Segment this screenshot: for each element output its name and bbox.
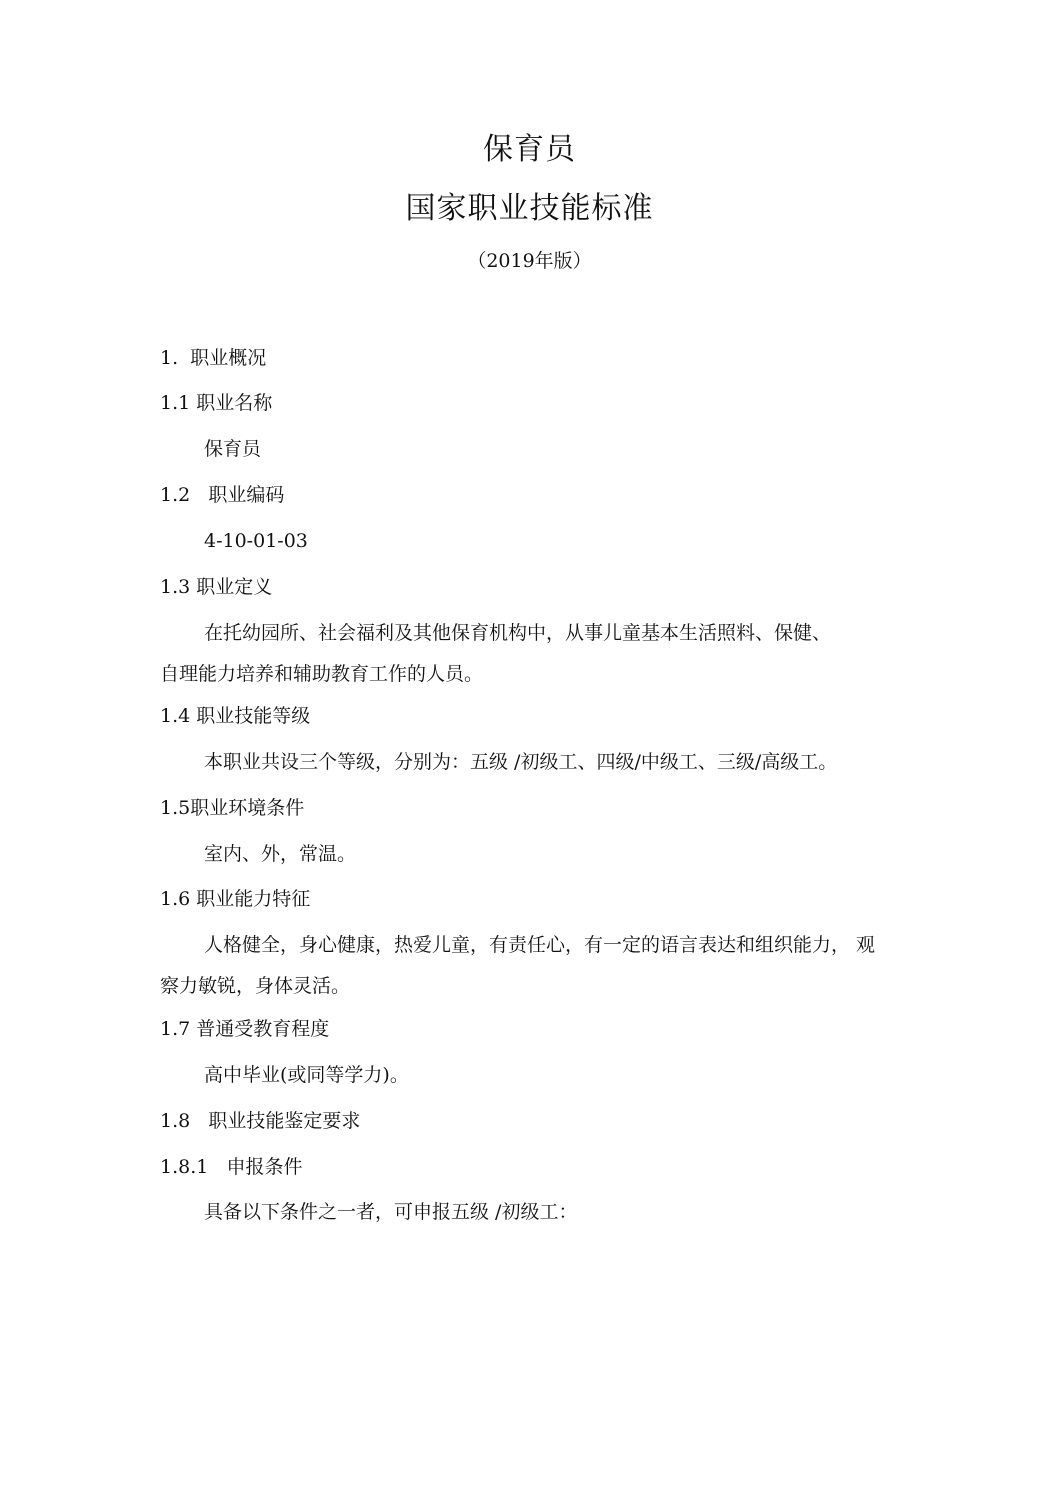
section-number: 1.7 bbox=[160, 1018, 191, 1040]
section-1-3-body-line1: 在托幼园所、社会福利及其他保育机构中，从事儿童基本生活照料、保健、 bbox=[204, 622, 832, 644]
section-1-6-body-line1: 人格健全，身心健康，热爱儿童，有责任心，有一定的语言表达和组织能力， 观 bbox=[204, 934, 876, 956]
section-1-1-body: 保育员 bbox=[204, 438, 262, 460]
section-1-2-heading bbox=[160, 481, 284, 509]
section-1-8-1-heading bbox=[160, 1153, 303, 1181]
section-title: 职业环境条件 bbox=[190, 797, 305, 819]
section-1-5-heading bbox=[160, 794, 304, 822]
section-1-5-body: 室内、外，常温。 bbox=[204, 843, 357, 865]
section-1-7-body: 高中毕业(或同等学力)。 bbox=[204, 1064, 409, 1086]
section-title: 职业能力特征 bbox=[196, 888, 311, 910]
section-title: 职业技能等级 bbox=[196, 705, 311, 727]
section-title: 职业名称 bbox=[196, 392, 273, 414]
section-1-heading bbox=[160, 344, 266, 372]
section-number: 1.4 bbox=[160, 705, 191, 727]
section-number: 1.6 bbox=[160, 888, 191, 910]
section-1-1-heading bbox=[160, 389, 272, 417]
section-title: 职业概况 bbox=[190, 347, 267, 369]
section-number: 1. bbox=[160, 347, 179, 369]
section-title: 职业编码 bbox=[208, 484, 285, 506]
document-title: 保育员 bbox=[483, 132, 576, 167]
section-1-4-body: 本职业共设三个等级，分别为：五级 /初级工、四级/中级工、三级/高级工。 bbox=[204, 751, 838, 773]
section-number: 1.3 bbox=[160, 576, 191, 598]
section-number: 1.2 bbox=[160, 484, 191, 506]
section-1-4-heading bbox=[160, 702, 310, 730]
section-1-8-1-body: 具备以下条件之一者，可申报五级 /初级工： bbox=[204, 1201, 578, 1223]
document-subtitle: 国家职业技能标准 bbox=[405, 191, 654, 226]
section-1-2-body: 4-10-01-03 bbox=[204, 530, 308, 552]
section-number: 1.5 bbox=[160, 797, 191, 819]
section-title: 职业定义 bbox=[196, 576, 273, 598]
document-edition: （2019年版） bbox=[467, 250, 592, 272]
section-title: 普通受教育程度 bbox=[196, 1018, 330, 1040]
section-number: 1.8 bbox=[160, 1110, 191, 1132]
section-title: 职业技能鉴定要求 bbox=[208, 1110, 361, 1132]
section-1-6-body-line2: 察力敏锐，身体灵活。 bbox=[160, 975, 351, 997]
section-1-8-heading bbox=[160, 1107, 360, 1135]
section-1-3-body-line2: 自理能力培养和辅助教育工作的人员。 bbox=[160, 663, 484, 685]
section-1-7-heading bbox=[160, 1015, 329, 1043]
section-number: 1.8.1 bbox=[160, 1156, 209, 1178]
section-1-3-heading bbox=[160, 573, 272, 601]
section-number: 1.1 bbox=[160, 392, 191, 414]
section-1-6-heading bbox=[160, 885, 310, 913]
section-title: 申报条件 bbox=[226, 1156, 303, 1178]
